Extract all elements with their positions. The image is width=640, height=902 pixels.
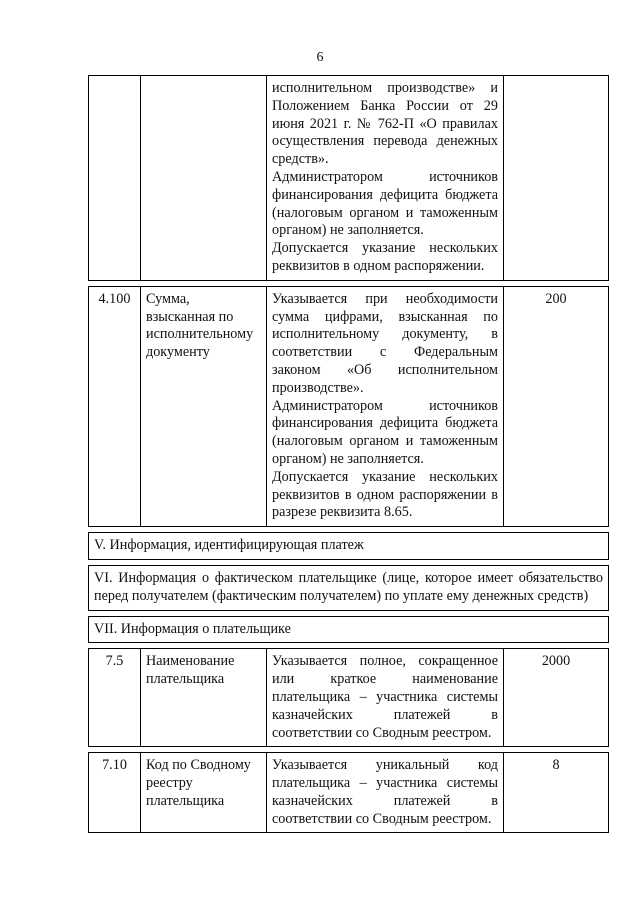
requisite-name: Наименование плательщика <box>141 649 267 747</box>
table-row <box>89 649 609 747</box>
field-size <box>504 76 609 281</box>
requisite-description <box>267 76 504 281</box>
section-heading-6: VI. Информация о фактическом плательщике (лице, которое имеет обязательство перед получателем (фактическим получателем) по уплате ему денежных средств) <box>89 565 609 610</box>
row-number: 4.100 <box>89 286 141 526</box>
requisite-name <box>141 76 267 281</box>
section-row <box>89 565 609 610</box>
requisites-table <box>88 75 609 833</box>
table-row <box>89 76 609 281</box>
requisite-name: Сумма, взысканная по исполнительному документу <box>141 286 267 526</box>
description-paragraph: Администратором источников финансирования дефицита бюджета (налоговым органом и таможенным органом) не заполняется. <box>272 168 498 239</box>
table-row <box>89 286 609 526</box>
row-number <box>89 76 141 281</box>
field-size: 2000 <box>504 649 609 747</box>
row-number: 7.5 <box>89 649 141 747</box>
description-paragraph: Допускается указание нескольких реквизитов в одном распоряжении в разрезе реквизита 8.65. <box>272 468 498 521</box>
requisite-description <box>267 649 504 747</box>
page-number: 6 <box>316 50 324 65</box>
section-heading-5: V. Информация, идентифицирующая платеж <box>89 533 609 560</box>
description-paragraph: Указывается при необходимости сумма цифрами, взысканная по исполнительному документу, в соответствии с Федеральным законом «Об исполнительном производстве». <box>272 290 498 396</box>
description-paragraph: Указывается полное, сокращенное или краткое наименование плательщика – участника системы казначейских платежей в соответствии со Сводным реестром. <box>272 653 498 741</box>
field-size: 200 <box>504 286 609 526</box>
row-number: 7.10 <box>89 753 141 833</box>
table-row <box>89 753 609 833</box>
section-row <box>89 616 609 643</box>
section-row <box>89 533 609 560</box>
description-paragraph: Администратором источников финансирования дефицита бюджета (налоговым органом и таможенным органом) не заполняется. <box>272 397 498 467</box>
description-paragraph: Допускается указание нескольких реквизитов в одном распоряжении. <box>272 240 498 274</box>
description-paragraph: Указывается уникальный код плательщика – участника системы казначейских платежей в соответствии со Сводным реестром. <box>272 757 498 827</box>
section-heading-7: VII. Информация о плательщике <box>89 616 609 643</box>
description-paragraph: исполнительном производстве» и Положением Банка России от 29 июня 2021 г. № 762-П «О правилах осуществления перевода денежных средств». <box>272 80 498 168</box>
requisite-name: Код по Сводному реестру плательщика <box>141 753 267 833</box>
requisite-description <box>267 753 504 833</box>
field-size: 8 <box>504 753 609 833</box>
requisite-description <box>267 286 504 526</box>
